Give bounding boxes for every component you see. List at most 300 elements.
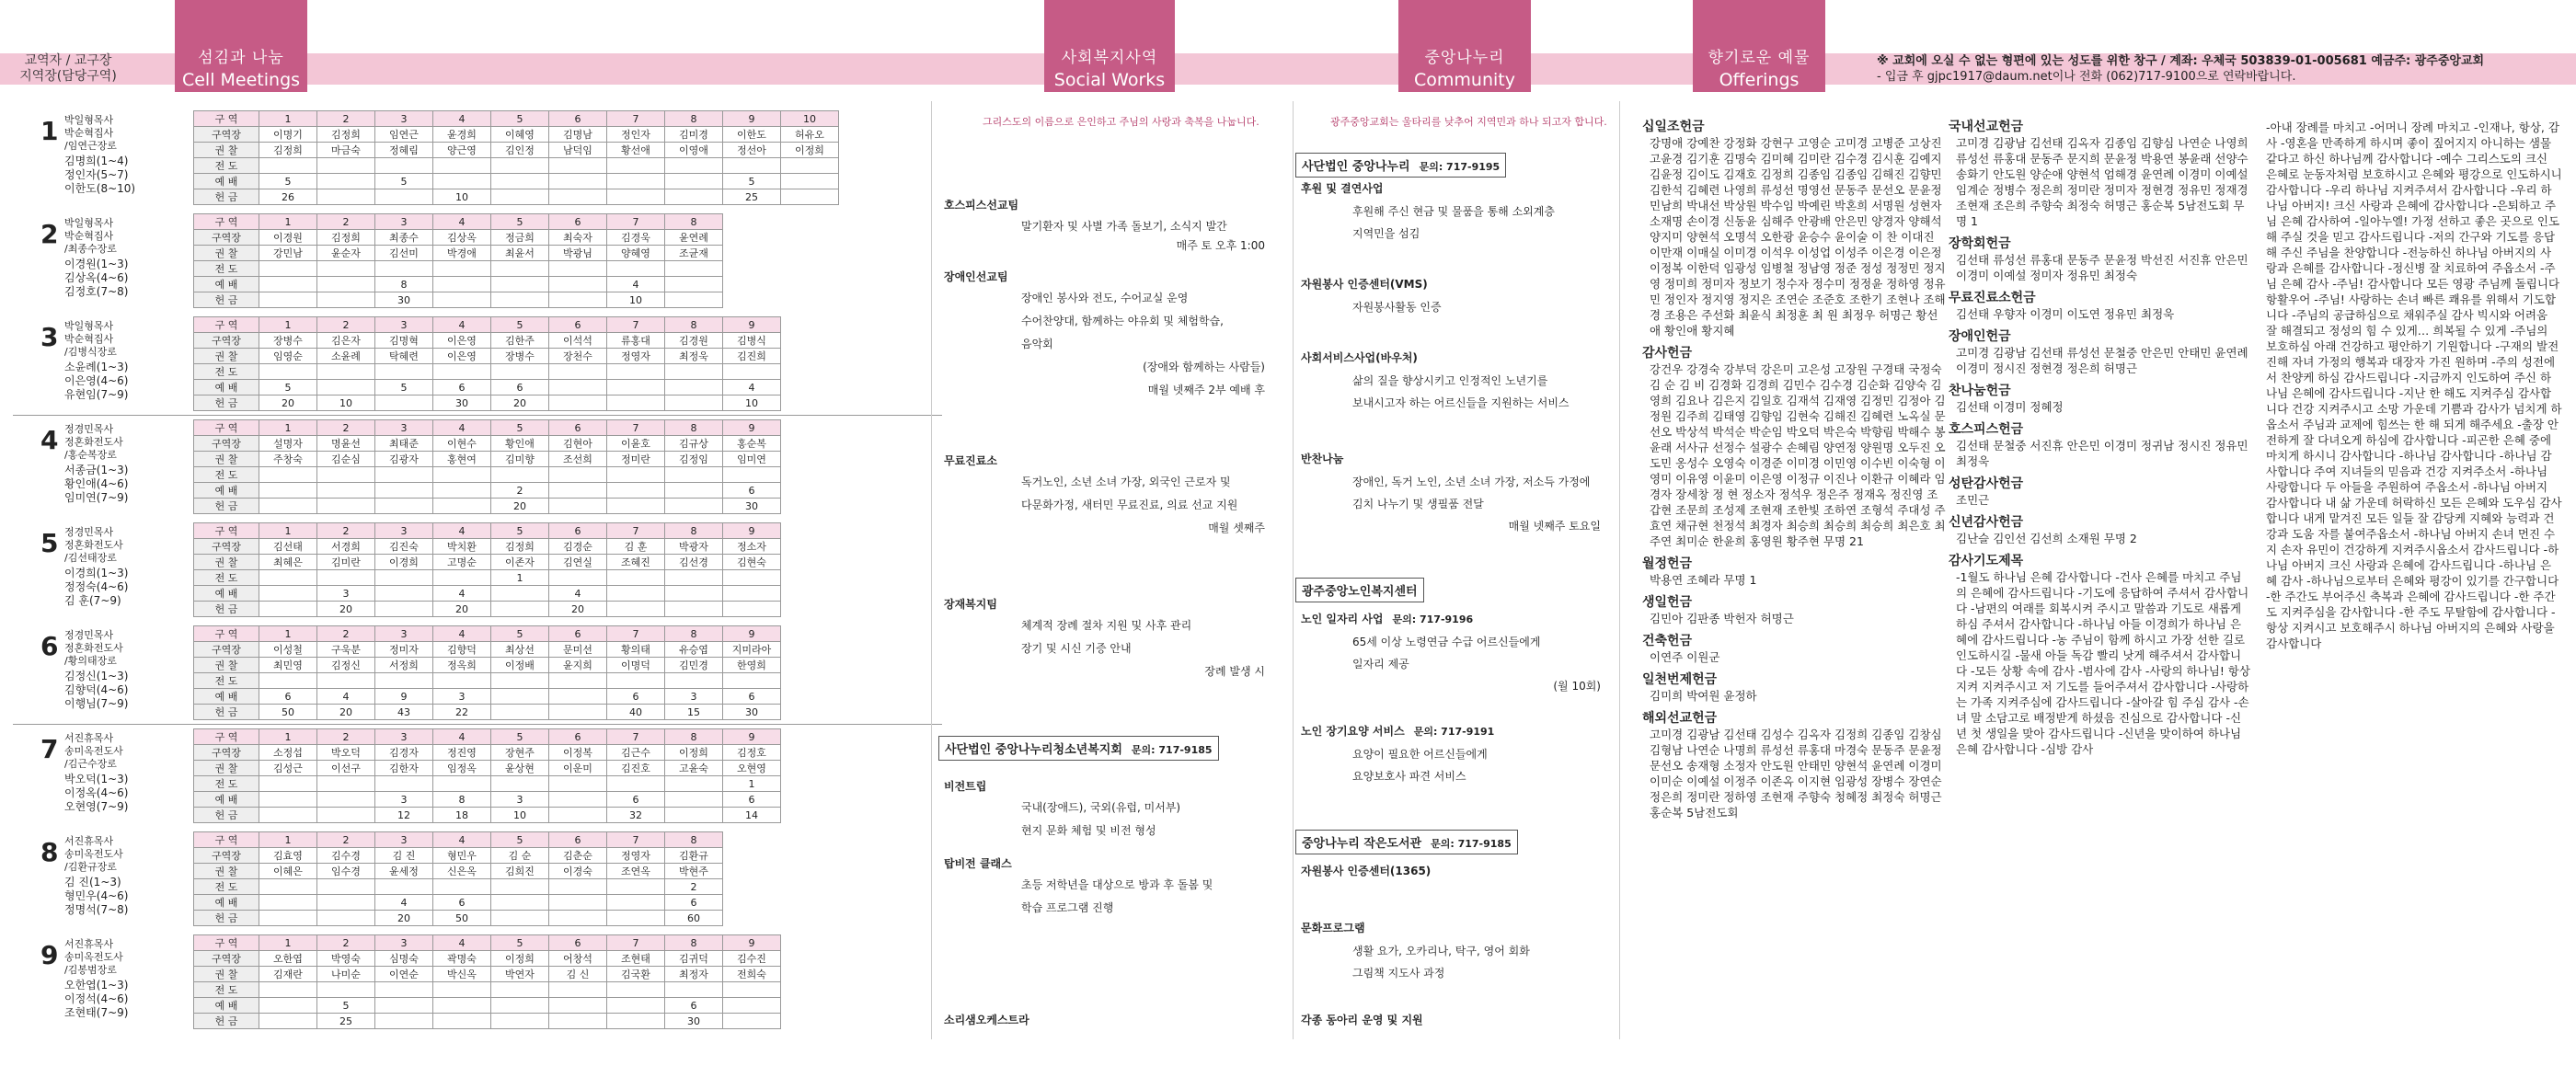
table-row xyxy=(194,982,781,998)
table-cell xyxy=(607,467,665,483)
table-cell: 김경욱 xyxy=(607,230,665,246)
table-cell: 4 xyxy=(433,586,491,602)
row-label: 권 찰 xyxy=(194,246,259,261)
table-cell xyxy=(259,792,317,808)
table-row xyxy=(194,143,839,158)
table-cell: 9 xyxy=(723,935,781,951)
table-cell: 심명숙 xyxy=(375,951,433,967)
member-range: 오현영(7~9) xyxy=(64,800,129,813)
table-cell xyxy=(665,158,723,174)
table-cell: 이명기 xyxy=(259,127,317,143)
table-cell xyxy=(375,483,433,499)
table-cell: 어창석 xyxy=(549,951,607,967)
table-cell: 김진호 xyxy=(607,761,665,776)
table-cell xyxy=(433,1014,491,1029)
section-title-text: 반찬나눔 xyxy=(1301,453,1344,465)
cell-group xyxy=(0,110,938,206)
table-cell: 김규상 xyxy=(665,436,723,452)
table-cell: 김상옥 xyxy=(433,230,491,246)
table-cell xyxy=(375,1014,433,1029)
table-cell: 5 xyxy=(491,317,549,333)
table-cell: 정인자 xyxy=(607,127,665,143)
table-cell: 4 xyxy=(375,895,433,911)
table-cell: 김춘순 xyxy=(549,848,607,864)
table-cell: 황의태 xyxy=(607,642,665,658)
table-cell: 최윤서 xyxy=(491,246,549,261)
row-label: 전 도 xyxy=(194,982,259,998)
table-cell: 이경숙 xyxy=(549,864,607,879)
table-row xyxy=(194,832,723,848)
cell-number: 4 xyxy=(40,425,59,455)
table-cell: 이명덕 xyxy=(607,658,665,673)
leader-name: 송미옥전도사 xyxy=(64,951,123,963)
table-cell xyxy=(549,1014,607,1029)
offering-category: 감사기도제목 xyxy=(1949,554,2024,568)
table-row xyxy=(194,174,839,189)
table-cell xyxy=(665,380,723,395)
table-cell xyxy=(375,158,433,174)
section-title-text: 자원봉사 인증센터(1365) xyxy=(1301,865,1432,877)
table-cell xyxy=(317,776,375,792)
table-cell: 양혜영 xyxy=(607,246,665,261)
table-cell xyxy=(491,364,549,380)
cell-group xyxy=(0,213,938,309)
row-label: 전 도 xyxy=(194,364,259,380)
table-cell: 3 xyxy=(375,792,433,808)
table-row xyxy=(194,848,723,864)
table-cell: 정선아 xyxy=(723,143,781,158)
table-cell: 7 xyxy=(607,729,665,745)
row-label: 구역장 xyxy=(194,745,259,761)
table-cell xyxy=(549,895,607,911)
table-cell: 5 xyxy=(723,174,781,189)
table-row xyxy=(194,317,781,333)
member-range: 이정옥(4~6) xyxy=(64,786,129,799)
table-cell: 9 xyxy=(375,689,433,705)
table-cell: 8 xyxy=(375,277,433,292)
tab-community-center-ko: 중앙나누리 xyxy=(1424,49,1505,67)
band-left-line-2: 지역장(담당구역) xyxy=(19,69,117,84)
cell-number: 7 xyxy=(40,734,59,764)
section-phone: 문의: 717-9196 xyxy=(1392,613,1474,625)
table-cell: 주창숙 xyxy=(259,452,317,467)
table-cell: 박연자 xyxy=(491,967,549,982)
table-cell xyxy=(375,586,433,602)
table-cell: 조선희 xyxy=(549,452,607,467)
table-cell: 8 xyxy=(665,317,723,333)
table-cell: 2 xyxy=(317,111,375,127)
table-cell xyxy=(665,499,723,514)
table-cell: 황인애 xyxy=(491,436,549,452)
table-cell: 김현아 xyxy=(549,436,607,452)
table-cell: 9 xyxy=(723,420,781,436)
table-cell xyxy=(491,261,549,277)
table-cell xyxy=(317,911,375,926)
table-cell: 양근영 xyxy=(433,143,491,158)
table-cell xyxy=(259,292,317,308)
table-row xyxy=(194,395,781,411)
section-phone: 문의: 717-9185 xyxy=(1131,744,1213,756)
offering-names: -1월도 하나님 은혜 감사합니다 -건사 은혜를 마치고 주님의 은혜에 감사드립니다 -기도에 응답하여 주셔서 감사합니다 -남편의 여래를 회복시켜 주시고 말씀과 기도로 새롭게 하심 주셔서 감사합니다 -하나님 아들 이경희가 하나님 은혜에 감사드립니다 -농 주님이 함께 하시고 가장 선한 길로 인도하시길 -물새 아들 독감 빨리 낫게 해주셔서 감사합니다 -모든 상황 속에 감사 -범사에 감사 -사랑의 하나님! 항상 지켜 지켜주시고 저 기도를 들어주셔서 감사합니다 -사랑하는 가족 지켜주심에 감사드립니다 -살아갈 힘 주심 감사 -손녀 말 소담고로 배정받게 하셨음 진심으로 감사합니다 -신년 첫 생일을 맞아 감사드립니다 -신년을 맞이하여 하나님 은혜 감사합니다 -심방 감사 xyxy=(1956,570,2250,756)
table-cell: 30 xyxy=(723,705,781,720)
center-section-title xyxy=(1301,180,1384,196)
offering-names: 김난슬 김인선 김선희 소재원 무명 2 xyxy=(1956,532,2137,545)
table-cell: 김명혁 xyxy=(375,333,433,349)
table-cell: 1 xyxy=(491,570,549,586)
table-cell xyxy=(607,673,665,689)
table-cell xyxy=(433,998,491,1014)
table-cell: 조균재 xyxy=(665,246,723,261)
elder-role: /홍순복장로 xyxy=(64,449,117,461)
table-cell xyxy=(433,570,491,586)
table-cell: 2 xyxy=(317,832,375,848)
leader-name: 정혼화전도사 xyxy=(64,436,123,448)
table-cell: 6 xyxy=(433,380,491,395)
section-line: 독거노인, 소년 소녀 가장, 외국인 근로자 및 xyxy=(1021,476,1231,488)
table-cell xyxy=(433,292,491,308)
row-label: 구 역 xyxy=(194,832,259,848)
table-cell xyxy=(549,673,607,689)
table-cell: 정미란 xyxy=(607,452,665,467)
table-cell: 박오덕 xyxy=(317,745,375,761)
table-cell: 10 xyxy=(723,395,781,411)
row-label: 전 도 xyxy=(194,570,259,586)
offering-names: 김선태 우향자 이경미 이도연 정유민 최정욱 xyxy=(1956,307,2175,321)
elder-role: /황의태장로 xyxy=(64,655,117,667)
section-note: (월 10회) xyxy=(1553,680,1601,693)
elder-role: /임연근장로 xyxy=(64,140,117,152)
table-cell: 20 xyxy=(491,499,549,514)
table-cell xyxy=(723,998,781,1014)
table-cell xyxy=(549,705,607,720)
table-cell: 김순심 xyxy=(317,452,375,467)
table-cell xyxy=(433,277,491,292)
table-cell xyxy=(781,174,839,189)
section-note: 매월 셋째주 xyxy=(1208,522,1265,534)
row-label: 전 도 xyxy=(194,673,259,689)
row-label: 예 배 xyxy=(194,174,259,189)
table-cell: 김정희 xyxy=(491,539,549,555)
table-cell: 20 xyxy=(375,911,433,926)
table-cell xyxy=(549,689,607,705)
table-cell: 김진희 xyxy=(723,349,781,364)
table-cell xyxy=(433,879,491,895)
social-section-title xyxy=(938,736,1219,761)
cell-table xyxy=(193,110,839,205)
table-cell: 한영희 xyxy=(723,658,781,673)
section-line: 수어찬양대, 함께하는 야유회 및 체험학습, xyxy=(1021,315,1224,327)
leader-name: 정경민목사 xyxy=(64,629,114,641)
row-label: 구역장 xyxy=(194,127,259,143)
row-label: 구역장 xyxy=(194,848,259,864)
section-title-text: 광주중앙노인복지센터 xyxy=(1302,585,1418,599)
table-cell xyxy=(433,499,491,514)
section-line: 일자리 제공 xyxy=(1352,658,1409,671)
section-title-text: 후원 및 결연사업 xyxy=(1301,182,1384,195)
row-label: 권 찰 xyxy=(194,349,259,364)
table-cell xyxy=(607,982,665,998)
social-section-title: 호스피스선교팀 xyxy=(944,199,1019,212)
table-row xyxy=(194,967,781,982)
table-cell: 김현숙 xyxy=(723,555,781,570)
row-label: 헌 금 xyxy=(194,602,259,617)
member-range: 정명석(7~8) xyxy=(64,903,129,916)
table-cell: 윤지희 xyxy=(549,658,607,673)
table-cell xyxy=(549,277,607,292)
table-cell: 이한도 xyxy=(723,127,781,143)
divider xyxy=(1293,101,1294,1039)
table-cell xyxy=(317,261,375,277)
table-cell: 조혜진 xyxy=(607,555,665,570)
offering-names: 이연주 이원군 xyxy=(1650,650,1720,664)
table-cell: 32 xyxy=(607,808,665,823)
table-cell: 4 xyxy=(433,729,491,745)
row-label: 구역장 xyxy=(194,951,259,967)
table-cell: 2 xyxy=(491,483,549,499)
table-row xyxy=(194,555,781,570)
table-cell: 7 xyxy=(607,935,665,951)
row-label: 헌 금 xyxy=(194,911,259,926)
table-cell: 이은영 xyxy=(433,333,491,349)
table-cell xyxy=(549,189,607,205)
table-cell xyxy=(491,879,549,895)
table-row xyxy=(194,127,839,143)
tab-community-center xyxy=(1398,0,1531,110)
table-cell: 황선애 xyxy=(607,143,665,158)
center-section-title xyxy=(1301,920,1365,935)
section-line: 장애인 봉사와 전도, 수어교실 운영 xyxy=(1021,292,1189,304)
table-cell: 10 xyxy=(317,395,375,411)
table-cell: 8 xyxy=(433,792,491,808)
table-cell: 3 xyxy=(433,689,491,705)
cell-table xyxy=(193,728,781,823)
table-cell: 지미라아 xyxy=(723,642,781,658)
table-cell xyxy=(665,602,723,617)
table-cell: 최민영 xyxy=(259,658,317,673)
table-cell: 60 xyxy=(665,911,723,926)
member-range: 이은영(4~6) xyxy=(64,374,129,387)
table-cell xyxy=(491,895,549,911)
row-label: 헌 금 xyxy=(194,808,259,823)
table-cell: 이경원 xyxy=(259,230,317,246)
table-cell: 20 xyxy=(317,602,375,617)
offering-category: 월정헌금 xyxy=(1642,556,1693,571)
table-cell xyxy=(549,911,607,926)
row-label: 구 역 xyxy=(194,935,259,951)
member-range: 임미연(7~9) xyxy=(64,491,129,504)
table-cell: 2 xyxy=(317,729,375,745)
offering-category: 장학회헌금 xyxy=(1949,236,2011,251)
row-label: 예 배 xyxy=(194,483,259,499)
table-cell: 김 순 xyxy=(491,848,549,864)
center-section-title xyxy=(1295,153,1506,178)
table-cell: 6 xyxy=(665,895,723,911)
section-title-text: 노인 일자리 사업 xyxy=(1301,613,1384,625)
table-cell: 김수경 xyxy=(317,848,375,864)
table-cell xyxy=(433,467,491,483)
table-cell: 전희숙 xyxy=(723,967,781,982)
cell-table xyxy=(193,934,781,1029)
table-cell: 박광자 xyxy=(665,539,723,555)
table-cell xyxy=(317,277,375,292)
member-range: 소윤례(1~3) xyxy=(64,361,129,373)
table-cell: 5 xyxy=(317,998,375,1014)
table-cell: 8 xyxy=(665,111,723,127)
offering-category: 신년감사헌금 xyxy=(1949,515,2024,530)
table-cell: 홍순복 xyxy=(723,436,781,452)
cell-number: 3 xyxy=(40,322,59,352)
member-range: 김 훈(7~9) xyxy=(64,594,121,607)
table-cell xyxy=(607,911,665,926)
member-range: 이경희(1~3) xyxy=(64,567,129,579)
table-cell xyxy=(491,292,549,308)
table-cell xyxy=(317,174,375,189)
table-cell: 장현주 xyxy=(491,745,549,761)
table-cell: 이정복 xyxy=(549,745,607,761)
band-left-line-1: 교역자 / 교구장 xyxy=(24,53,112,68)
table-cell: 30 xyxy=(723,499,781,514)
table-cell xyxy=(665,982,723,998)
table-cell xyxy=(259,998,317,1014)
section-title-text: 중앙나누리 작은도서관 xyxy=(1302,837,1422,851)
row-label: 헌 금 xyxy=(194,705,259,720)
center-intro: 광주중앙교회는 울타리를 낮추어 지역민과 하나 되고자 합니다. xyxy=(1330,116,1607,128)
table-cell: 8 xyxy=(665,420,723,436)
table-cell: 4 xyxy=(433,317,491,333)
section-line: 65세 이상 노령연금 수급 어르신들에게 xyxy=(1352,636,1541,648)
table-row xyxy=(194,935,781,951)
table-cell: 장병수 xyxy=(491,349,549,364)
elder-role: /김봉범장로 xyxy=(64,964,117,976)
table-cell xyxy=(491,1014,549,1029)
table-cell: 이경희 xyxy=(375,555,433,570)
table-row xyxy=(194,436,781,452)
social-section-title: 무료진료소 xyxy=(944,454,997,467)
offering-names: 김선태 이경미 정혜정 xyxy=(1956,400,2064,414)
table-row xyxy=(194,586,781,602)
table-cell: 문미선 xyxy=(549,642,607,658)
table-row xyxy=(194,951,781,967)
table-cell xyxy=(723,158,781,174)
section-note: (장애와 함께하는 사람들) xyxy=(1143,361,1265,373)
table-cell xyxy=(259,586,317,602)
table-cell: 김미향 xyxy=(491,452,549,467)
table-cell xyxy=(259,895,317,911)
cell-leaders xyxy=(64,217,202,256)
table-cell: 1 xyxy=(259,523,317,539)
member-range: 황인애(4~6) xyxy=(64,477,129,490)
cell-table xyxy=(193,522,781,617)
table-cell: 9 xyxy=(723,523,781,539)
table-cell xyxy=(607,499,665,514)
table-cell: 박신옥 xyxy=(433,967,491,982)
table-cell: 김정호 xyxy=(723,745,781,761)
row-label: 헌 금 xyxy=(194,1014,259,1029)
social-section-title: 장애인선교팀 xyxy=(944,270,1008,283)
table-cell: 3 xyxy=(491,792,549,808)
table-cell: 김선태 xyxy=(259,539,317,555)
table-row xyxy=(194,214,723,230)
center-section-title xyxy=(1301,723,1494,739)
table-cell xyxy=(549,261,607,277)
table-cell: 5 xyxy=(491,935,549,951)
table-cell: 6 xyxy=(549,317,607,333)
table-cell: 14 xyxy=(723,808,781,823)
social-section-title: 소리샘오케스트라 xyxy=(944,1014,1029,1026)
leader-name: 박순혁집사 xyxy=(64,333,114,345)
table-cell: 30 xyxy=(433,395,491,411)
cell-leaders xyxy=(64,835,202,874)
row-label: 구 역 xyxy=(194,626,259,642)
table-cell xyxy=(607,602,665,617)
table-cell xyxy=(723,673,781,689)
table-cell: 2 xyxy=(317,317,375,333)
cell-members xyxy=(64,155,135,196)
center-section-title xyxy=(1301,350,1418,365)
cell-group xyxy=(0,625,938,721)
table-cell: 고윤숙 xyxy=(665,761,723,776)
table-cell: 김환규 xyxy=(665,848,723,864)
table-row xyxy=(194,729,781,745)
table-cell: 김향덕 xyxy=(433,642,491,658)
offering-category: 무료진료소헌금 xyxy=(1949,291,2036,305)
table-cell: 김국환 xyxy=(607,967,665,982)
table-row xyxy=(194,333,781,349)
member-range: 정인자(5~7) xyxy=(64,168,129,181)
table-cell: 최종수 xyxy=(375,230,433,246)
table-cell: 6 xyxy=(549,523,607,539)
table-cell: 30 xyxy=(665,1014,723,1029)
table-cell: 정진영 xyxy=(433,745,491,761)
section-title-text: 노인 장기요양 서비스 xyxy=(1301,725,1405,738)
cell-number: 8 xyxy=(40,837,59,867)
offering-names: 고미경 김광남 김선태 김성수 김옥자 김정희 김종임 김창심 김형남 나연순 나명희 류성선 류홍대 마경숙 문동주 문윤정 문선오 송재형 소정자 안도원 안태민 양현석 윤연례 이경미 이미순 이예설 이정주 이존옥 이지현 임광성 장병수 장연순 정은희 정미란 정하영 조현재 주향숙 청혜정 최정숙 허명근 홍순복 5남전도회 xyxy=(1650,728,1942,820)
member-range: 김 진(1~3) xyxy=(64,876,121,888)
table-cell: 6 xyxy=(665,998,723,1014)
table-cell: 김미경 xyxy=(665,127,723,143)
table-cell: 6 xyxy=(259,689,317,705)
member-range: 김정신(1~3) xyxy=(64,670,129,682)
table-cell xyxy=(375,982,433,998)
table-cell: 김귀덕 xyxy=(665,951,723,967)
row-label: 헌 금 xyxy=(194,499,259,514)
table-cell xyxy=(491,911,549,926)
table-cell xyxy=(375,570,433,586)
member-range: 김향덕(4~6) xyxy=(64,683,129,696)
table-cell xyxy=(433,483,491,499)
leader-name: 박일형목사 xyxy=(64,320,114,332)
table-cell xyxy=(549,998,607,1014)
table-cell: 소윤례 xyxy=(317,349,375,364)
table-cell: 25 xyxy=(317,1014,375,1029)
table-cell xyxy=(723,570,781,586)
table-cell xyxy=(607,261,665,277)
section-line: 학습 프로그램 진행 xyxy=(1021,901,1114,914)
table-cell: 4 xyxy=(723,380,781,395)
tab-community-center-en: Community Center xyxy=(1414,70,1515,110)
table-cell: 김명남 xyxy=(549,127,607,143)
table-cell xyxy=(491,174,549,189)
row-label: 구 역 xyxy=(194,420,259,436)
table-cell: 형민우 xyxy=(433,848,491,864)
table-row xyxy=(194,1014,781,1029)
table-cell: 김근수 xyxy=(607,745,665,761)
leader-name: 정혼화전도사 xyxy=(64,642,123,654)
table-cell xyxy=(723,364,781,380)
table-cell: 7 xyxy=(607,832,665,848)
table-cell xyxy=(665,395,723,411)
elder-role: /김선태장로 xyxy=(64,552,117,564)
